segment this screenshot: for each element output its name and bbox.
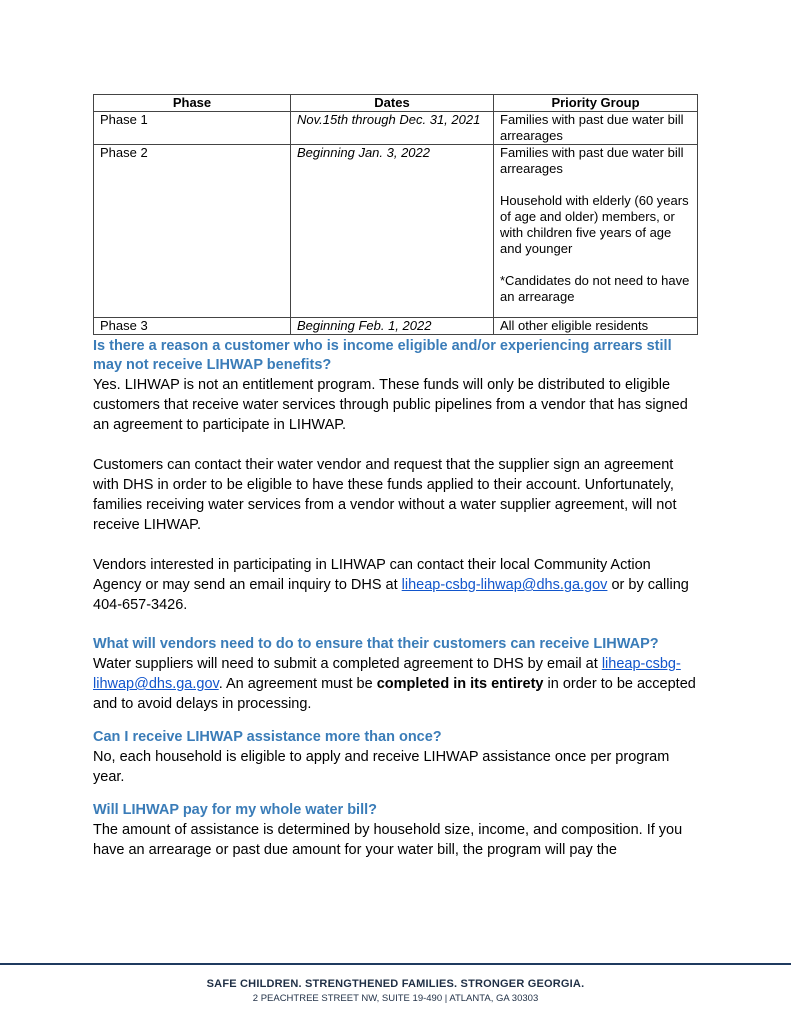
dates-cell: Beginning Feb. 1, 2022 bbox=[291, 318, 494, 335]
header-dates: Dates bbox=[291, 95, 494, 112]
email-link[interactable]: liheap-csbg-lihwap@dhs.ga.gov bbox=[401, 577, 608, 593]
document-body bbox=[93, 94, 699, 860]
faq-paragraph bbox=[93, 555, 699, 615]
table-row bbox=[94, 145, 698, 318]
phase-cell: Phase 1 bbox=[94, 112, 291, 145]
text-span: in order to be accepted and to avoid delays in processing. bbox=[93, 676, 696, 712]
footer-divider bbox=[0, 963, 791, 965]
priority-cell bbox=[494, 112, 698, 145]
phase-cell: Phase 3 bbox=[94, 318, 291, 335]
text-span: . An agreement must be bbox=[218, 676, 377, 692]
faq-paragraph: Customers can contact their water vendor and request that the supplier sign an agreement with DHS in order to be eligible to have these funds applied to their account. Unfortunately, families receiving water services from a vendor without a water supplier agreement, will not receive LIHWAP. bbox=[93, 457, 677, 533]
priority-cell bbox=[494, 318, 698, 335]
text-span: or by calling 404-657-3426. bbox=[93, 577, 689, 613]
text-span: Water suppliers will need to submit a completed agreement to DHS by email at bbox=[93, 656, 602, 672]
header-priority-group: Priority Group bbox=[494, 95, 698, 112]
faq-paragraph: The amount of assistance is determined by household size, income, and composition. If you have an arrearage or past due amount for your water bill, the program will pay the bbox=[93, 822, 683, 858]
faq-heading-whole-bill: Will LIHWAP pay for my whole water bill? bbox=[93, 802, 378, 818]
dates-cell: Nov.15th through Dec. 31, 2021 bbox=[291, 112, 494, 145]
header-phase: Phase bbox=[94, 95, 291, 112]
priority-item: Household with elderly (60 years of age and older) members, or with children five years of age and younger bbox=[500, 193, 689, 256]
table-row bbox=[94, 112, 698, 145]
faq-paragraph: No, each household is eligible to apply and receive LIHWAP assistance once per program year. bbox=[93, 749, 670, 785]
bold-text: completed in its entirety bbox=[376, 676, 544, 692]
table-header-row bbox=[94, 95, 698, 112]
table-row bbox=[94, 318, 698, 335]
footer-address: 2 PEACHTREE STREET NW, SUITE 19-490 | ATLANTA, GA 30303 bbox=[252, 993, 539, 1004]
priority-item: Families with past due water bill arrearages bbox=[500, 112, 684, 143]
priority-item: Families with past due water bill arrearages bbox=[500, 145, 684, 176]
priority-cell bbox=[494, 145, 698, 318]
email-link[interactable]: liheap-csbg-lihwap@dhs.ga.gov bbox=[93, 656, 681, 692]
dates-cell: Beginning Jan. 3, 2022 bbox=[291, 145, 494, 318]
faq-heading-vendors: What will vendors need to do to ensure that their customers can receive LIHWAP? bbox=[93, 636, 659, 652]
text-span: Vendors interested in participating in LIHWAP can contact their local Community Action Agency or may send an email inquiry to DHS at bbox=[93, 557, 651, 593]
faq-heading-once: Can I receive LIHWAP assistance more than once? bbox=[93, 729, 442, 745]
priority-item: *Candidates do not need to have an arrearage bbox=[500, 273, 690, 304]
faq-heading-ineligible: Is there a reason a customer who is income eligible and/or experiencing arrears still may not receive LIHWAP benefits? bbox=[93, 338, 672, 373]
priority-item: All other eligible residents bbox=[500, 318, 649, 333]
faq-paragraph bbox=[93, 654, 699, 714]
phase-table bbox=[93, 94, 698, 335]
footer-tagline: SAFE CHILDREN. STRENGTHENED FAMILIES. STRONGER GEORGIA. bbox=[206, 978, 585, 990]
phase-cell: Phase 2 bbox=[94, 145, 291, 318]
faq-paragraph: Yes. LIHWAP is not an entitlement program. These funds will only be distributed to eligible customers that receive water services through public pipelines from a vendor that has signed an agreement to participate in LIHWAP. bbox=[93, 377, 688, 433]
